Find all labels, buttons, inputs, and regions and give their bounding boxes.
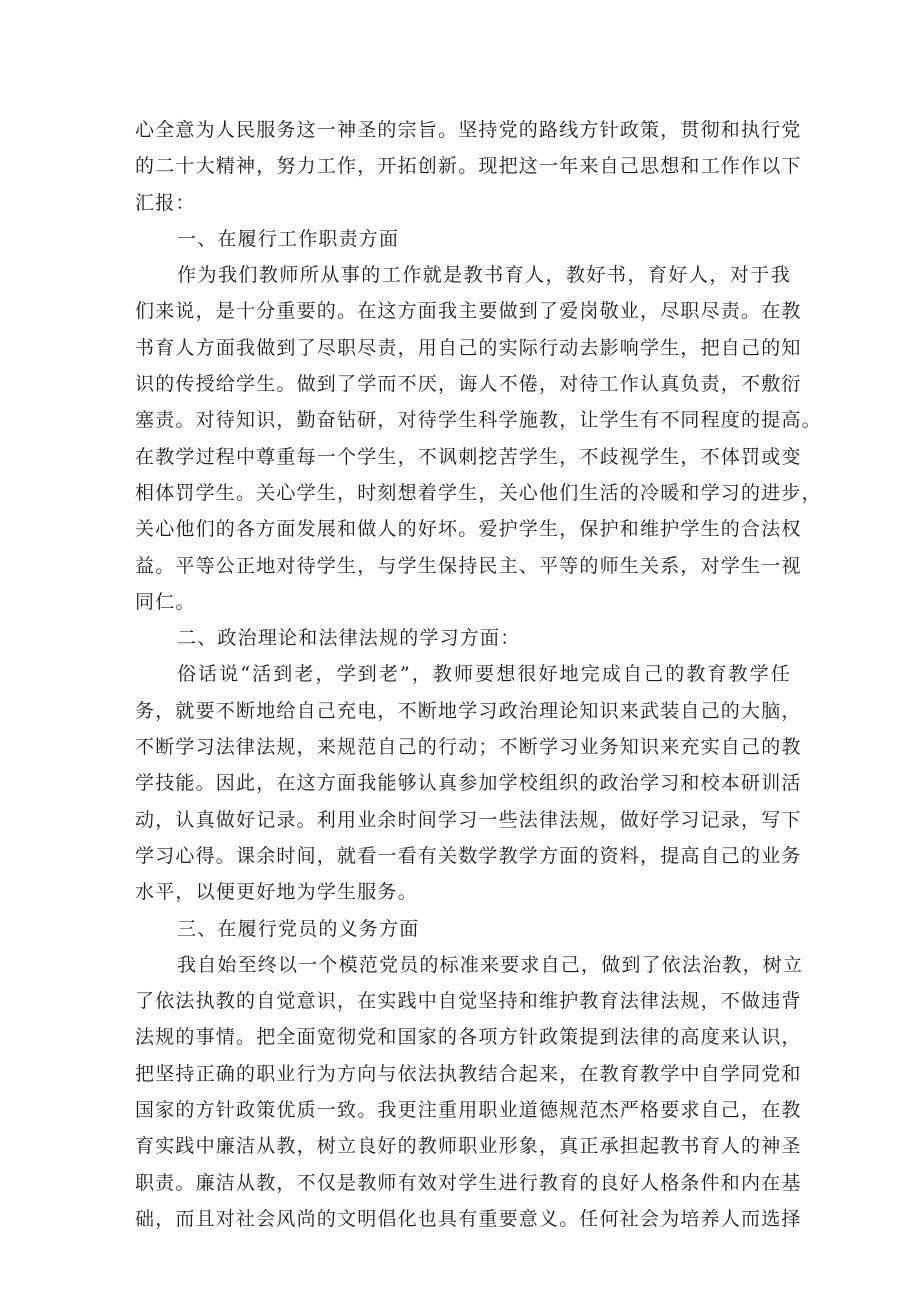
text-line: 学技能。因此，在这方面我能够认真参加学校组织的政治学习和校本研训活 [135,772,802,795]
paragraph-start: 作为我们教师所从事的工作就是教书育人，教好书，育好人，对于我 [177,264,791,287]
section-heading-1: 一、在履行工作职责方面 [177,227,400,250]
text-line: 把坚持正确的职业行为方向与依法执教结合起来，在教育教学中自学同党和 [135,1062,802,1085]
text-line: 础，而且对社会风尚的文明倡化也具有重要意义。任何社会为培养人而选择 [135,1207,802,1230]
text-line: 在教学过程中尊重每一个学生，不讽刺挖苦学生，不歧视学生，不体罚或变 [135,445,802,468]
text-line: 塞责。对待知识，勤奋钻研，对待学生科学施教，让学生有不同程度的提高。 [135,409,822,432]
text-line: 育实践中廉洁从教，树立良好的教师职业形象，真正承担起教书育人的神圣 [135,1135,802,1158]
text-line: 汇报： [135,191,196,214]
text-line: 法规的事情。把全面宽彻党和国家的各项方针政策提到法律的高度来认识， [135,1026,802,1049]
document-body [135,112,822,1237]
section-heading-3: 三、在履行党员的义务方面 [177,917,420,940]
text-line: 务，就要不断地给自己充电，不断地学习政治理论知识来武装自己的大脑， [135,699,802,722]
text-line: 了依法执教的自觉意识，在实践中自觉坚持和维护教育法律法规，不做违背 [135,990,802,1013]
text-line: 水平，以便更好地为学生服务。 [135,881,418,904]
text-line: 职责。廉洁从教，不仅是教师有效对学生进行教育的良好人格条件和内在基 [135,1171,802,1194]
paragraph-start: 我自始至终以一个模范党员的标准来要求自己，做到了依法治教，树立 [177,953,804,976]
text-line: 关心他们的各方面发展和做人的好坏。爱护学生，保护和维护学生的合法权 [135,518,802,541]
text-line: 书育人方面我做到了尽职尽责，用自己的实际行动去影响学生，把自己的知 [135,336,802,359]
text-line: 相体罚学生。关心学生，时刻想着学生，关心他们生活的冷暖和学习的进步， [135,481,822,504]
text-line: 的二十大精神，努力工作，开拓创新。现把这一年来自己思想和工作作以下 [135,155,802,178]
text-line: 们来说，是十分重要的。在这方面我主要做到了爱岗敬业，尽职尽责。在教 [135,300,802,323]
text-line: 不断学习法律法规，来规范自己的行动；不断学习业务知识来充实自己的教 [135,736,802,759]
text-line: 益。平等公正地对待学生，与学生保持民主、平等的师生关系，对学生一视 [135,554,802,577]
text-line: 心全意为人民服务这一神圣的宗旨。坚持党的路线方针政策，贯彻和执行党 [135,119,802,141]
text-line: 国家的方针政策优质一致。我更注重用职业道德规范杰严格要求自己，在教 [135,1099,802,1122]
paragraph-start: 俗话说“活到老，学到老”，教师要想很好地完成自己的教育教学任 [177,663,791,686]
section-heading-2: 二、政治理论和法律法规的学习方面： [177,627,521,650]
text-line: 同仁。 [135,590,196,613]
text-line: 动，认真做好记录。利用业余时间学习一些法律法规，做好学习记录，写下 [135,808,802,831]
text-line: 学习心得。课余时间，就看一看有关数学教学方面的资料，提高自己的业务 [135,844,802,867]
text-line: 识的传授给学生。做到了学而不厌，诲人不倦，对待工作认真负责，不敷衍 [135,373,802,396]
